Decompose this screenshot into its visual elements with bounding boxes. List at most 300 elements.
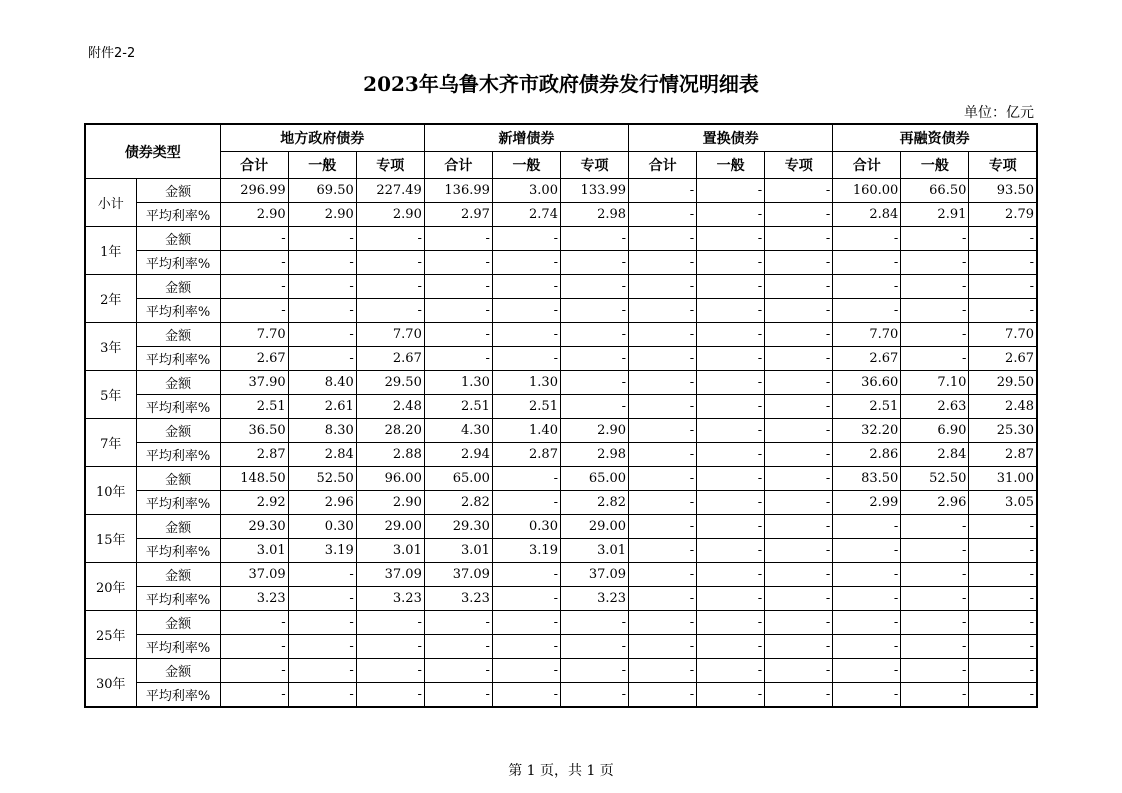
rate-cell: - <box>901 587 969 611</box>
amount-cell: - <box>492 563 560 587</box>
metric-label-amount: 金额 <box>136 323 220 347</box>
amount-cell: 0.30 <box>288 515 356 539</box>
group-header-refinancing: 再融资债券 <box>833 124 1037 152</box>
rate-cell: - <box>356 683 424 708</box>
amount-cell: 133.99 <box>560 179 628 203</box>
amount-cell: - <box>560 659 628 683</box>
amount-cell: 32.20 <box>833 419 901 443</box>
rate-cell: 2.61 <box>288 395 356 419</box>
amount-cell: 66.50 <box>901 179 969 203</box>
amount-cell: 0.30 <box>492 515 560 539</box>
rate-cell: - <box>560 683 628 708</box>
rate-cell: - <box>288 683 356 708</box>
amount-cell: 52.50 <box>288 467 356 491</box>
amount-cell: - <box>492 227 560 251</box>
amount-cell: - <box>901 515 969 539</box>
amount-cell: - <box>969 515 1037 539</box>
amount-cell: - <box>629 227 697 251</box>
rate-cell: 3.19 <box>288 539 356 563</box>
amount-cell: 7.10 <box>901 371 969 395</box>
corner-cell: 债券类型 <box>85 124 220 179</box>
amount-cell: 160.00 <box>833 179 901 203</box>
amount-cell: 37.90 <box>220 371 288 395</box>
amount-cell: 4.30 <box>424 419 492 443</box>
rate-cell: 3.23 <box>560 587 628 611</box>
rate-cell: 2.67 <box>969 347 1037 371</box>
rate-cell: - <box>560 299 628 323</box>
table-row-rate <box>85 251 1037 275</box>
group-header-local: 地方政府债券 <box>220 124 424 152</box>
amount-cell: - <box>697 275 765 299</box>
amount-cell: 136.99 <box>424 179 492 203</box>
table-row-amount <box>85 179 1037 203</box>
amount-cell: - <box>969 563 1037 587</box>
rate-cell: - <box>220 683 288 708</box>
metric-label-amount: 金额 <box>136 563 220 587</box>
table-body <box>85 179 1037 708</box>
amount-cell: - <box>492 323 560 347</box>
amount-cell: 37.09 <box>424 563 492 587</box>
metric-label-amount: 金额 <box>136 515 220 539</box>
rate-cell: - <box>424 683 492 708</box>
amount-cell: - <box>560 371 628 395</box>
rate-cell: - <box>765 299 833 323</box>
amount-cell: 36.50 <box>220 419 288 443</box>
amount-cell: 296.99 <box>220 179 288 203</box>
rate-cell: - <box>697 347 765 371</box>
amount-cell: - <box>492 659 560 683</box>
rate-cell: 3.23 <box>356 587 424 611</box>
subcol-header: 专项 <box>560 152 628 179</box>
page-footer: 第 1 页，共 1 页 <box>508 763 614 779</box>
rate-cell: - <box>901 683 969 708</box>
rate-cell: - <box>901 251 969 275</box>
table-row-amount <box>85 227 1037 251</box>
amount-cell: 29.00 <box>560 515 628 539</box>
metric-label-rate: 平均利率% <box>136 683 220 708</box>
rate-cell: - <box>969 683 1037 708</box>
rate-cell: 2.51 <box>220 395 288 419</box>
table-row-amount <box>85 371 1037 395</box>
amount-cell: - <box>765 227 833 251</box>
subcol-header: 合计 <box>220 152 288 179</box>
rate-cell: - <box>560 635 628 659</box>
amount-cell: 1.30 <box>424 371 492 395</box>
amount-cell: 36.60 <box>833 371 901 395</box>
rate-cell: - <box>560 251 628 275</box>
rate-cell: 2.90 <box>288 203 356 227</box>
rate-cell: - <box>969 635 1037 659</box>
amount-cell: - <box>969 659 1037 683</box>
subcol-header: 合计 <box>424 152 492 179</box>
rate-cell: 2.88 <box>356 443 424 467</box>
amount-cell: - <box>492 611 560 635</box>
rate-cell: - <box>424 347 492 371</box>
rate-cell: 2.87 <box>492 443 560 467</box>
amount-cell: - <box>629 467 697 491</box>
amount-cell: 29.30 <box>424 515 492 539</box>
rate-cell: 2.92 <box>220 491 288 515</box>
amount-cell: - <box>765 179 833 203</box>
rate-cell: - <box>288 587 356 611</box>
amount-cell: - <box>560 275 628 299</box>
rate-cell: 3.01 <box>560 539 628 563</box>
amount-cell: - <box>424 659 492 683</box>
amount-cell: - <box>833 275 901 299</box>
amount-cell: - <box>765 563 833 587</box>
amount-cell: - <box>765 659 833 683</box>
amount-cell: - <box>765 419 833 443</box>
amount-cell: - <box>765 371 833 395</box>
rate-cell: 3.05 <box>969 491 1037 515</box>
amount-cell: - <box>833 227 901 251</box>
table-row-rate <box>85 587 1037 611</box>
table-row-amount <box>85 515 1037 539</box>
table-row-rate <box>85 203 1037 227</box>
rate-cell: - <box>901 299 969 323</box>
rate-cell: - <box>901 635 969 659</box>
amount-cell: - <box>833 563 901 587</box>
amount-cell: - <box>901 275 969 299</box>
bond-issuance-table <box>84 123 1038 708</box>
unit-label: 单位：亿元 <box>964 105 1034 121</box>
rate-cell: 2.87 <box>969 443 1037 467</box>
rate-cell: - <box>765 347 833 371</box>
amount-cell: - <box>901 611 969 635</box>
metric-label-amount: 金额 <box>136 275 220 299</box>
amount-cell: - <box>629 515 697 539</box>
amount-cell: - <box>220 275 288 299</box>
rate-cell: - <box>356 251 424 275</box>
subcol-header: 合计 <box>629 152 697 179</box>
rate-cell: - <box>629 539 697 563</box>
rate-cell: 2.96 <box>288 491 356 515</box>
term-label: 小计 <box>85 179 136 227</box>
table-row-amount <box>85 275 1037 299</box>
rate-cell: - <box>697 683 765 708</box>
rate-cell: - <box>697 203 765 227</box>
amount-cell: 1.40 <box>492 419 560 443</box>
rate-cell: - <box>629 251 697 275</box>
metric-label-rate: 平均利率% <box>136 587 220 611</box>
amount-cell: - <box>424 227 492 251</box>
rate-cell: 2.86 <box>833 443 901 467</box>
rate-cell: - <box>765 443 833 467</box>
rate-cell: - <box>697 635 765 659</box>
metric-label-rate: 平均利率% <box>136 203 220 227</box>
amount-cell: 65.00 <box>560 467 628 491</box>
amount-cell: - <box>220 659 288 683</box>
rate-cell: - <box>765 539 833 563</box>
amount-cell: - <box>765 275 833 299</box>
subcol-header: 专项 <box>356 152 424 179</box>
metric-label-rate: 平均利率% <box>136 491 220 515</box>
rate-cell: 2.90 <box>356 203 424 227</box>
rate-cell: 2.84 <box>833 203 901 227</box>
rate-cell: - <box>288 347 356 371</box>
metric-label-amount: 金额 <box>136 419 220 443</box>
table-row-amount <box>85 323 1037 347</box>
rate-cell: 2.98 <box>560 443 628 467</box>
term-label: 10年 <box>85 467 136 515</box>
rate-cell: - <box>833 587 901 611</box>
rate-cell: - <box>629 683 697 708</box>
rate-cell: - <box>697 587 765 611</box>
rate-cell: - <box>629 203 697 227</box>
rate-cell: - <box>765 251 833 275</box>
amount-cell: 31.00 <box>969 467 1037 491</box>
rate-cell: - <box>697 539 765 563</box>
subcol-header: 合计 <box>833 152 901 179</box>
amount-cell: - <box>629 179 697 203</box>
rate-cell: - <box>697 299 765 323</box>
amount-cell: 6.90 <box>901 419 969 443</box>
table-row-amount <box>85 611 1037 635</box>
table-row-rate <box>85 683 1037 708</box>
amount-cell: 3.00 <box>492 179 560 203</box>
amount-cell: - <box>220 227 288 251</box>
rate-cell: 2.51 <box>833 395 901 419</box>
amount-cell: - <box>697 467 765 491</box>
rate-cell: 2.87 <box>220 443 288 467</box>
subcol-header: 一般 <box>288 152 356 179</box>
rate-cell: - <box>969 251 1037 275</box>
term-label: 1年 <box>85 227 136 275</box>
amount-cell: 7.70 <box>220 323 288 347</box>
rate-cell: - <box>697 251 765 275</box>
rate-cell: 3.19 <box>492 539 560 563</box>
amount-cell: - <box>356 275 424 299</box>
metric-label-amount: 金额 <box>136 467 220 491</box>
rate-cell: - <box>629 299 697 323</box>
table-row-rate <box>85 635 1037 659</box>
subcol-header: 一般 <box>901 152 969 179</box>
amount-cell: 8.30 <box>288 419 356 443</box>
amount-cell: 96.00 <box>356 467 424 491</box>
amount-cell: - <box>697 659 765 683</box>
amount-cell: - <box>765 467 833 491</box>
rate-cell: - <box>833 539 901 563</box>
amount-cell: - <box>629 371 697 395</box>
rate-cell: 3.01 <box>220 539 288 563</box>
rate-cell: - <box>424 251 492 275</box>
subcol-header: 专项 <box>765 152 833 179</box>
metric-label-amount: 金额 <box>136 371 220 395</box>
rate-cell: - <box>629 395 697 419</box>
rate-cell: - <box>629 587 697 611</box>
term-label: 5年 <box>85 371 136 419</box>
rate-cell: 2.90 <box>356 491 424 515</box>
rate-cell: 2.67 <box>356 347 424 371</box>
metric-label-amount: 金额 <box>136 179 220 203</box>
amount-cell: - <box>356 227 424 251</box>
amount-cell: 29.00 <box>356 515 424 539</box>
table-row-amount <box>85 419 1037 443</box>
amount-cell: 7.70 <box>969 323 1037 347</box>
amount-cell: 29.30 <box>220 515 288 539</box>
amount-cell: 2.90 <box>560 419 628 443</box>
metric-label-rate: 平均利率% <box>136 635 220 659</box>
term-label: 7年 <box>85 419 136 467</box>
rate-cell: - <box>969 587 1037 611</box>
amount-cell: - <box>833 659 901 683</box>
amount-cell: 1.30 <box>492 371 560 395</box>
amount-cell: 29.50 <box>356 371 424 395</box>
metric-label-rate: 平均利率% <box>136 395 220 419</box>
amount-cell: - <box>288 227 356 251</box>
rate-cell: - <box>765 635 833 659</box>
amount-cell: 7.70 <box>356 323 424 347</box>
amount-cell: - <box>901 659 969 683</box>
metric-label-rate: 平均利率% <box>136 251 220 275</box>
rate-cell: - <box>492 299 560 323</box>
rate-cell: 3.01 <box>356 539 424 563</box>
rate-cell: 2.82 <box>424 491 492 515</box>
rate-cell: - <box>901 347 969 371</box>
amount-cell: - <box>697 515 765 539</box>
attachment-label: 附件2-2 <box>88 46 136 61</box>
table-row-rate <box>85 395 1037 419</box>
amount-cell: 83.50 <box>833 467 901 491</box>
rate-cell: - <box>969 539 1037 563</box>
amount-cell: - <box>901 227 969 251</box>
rate-cell: - <box>697 491 765 515</box>
rate-cell: - <box>492 683 560 708</box>
metric-label-rate: 平均利率% <box>136 539 220 563</box>
table-row-amount <box>85 563 1037 587</box>
amount-cell: - <box>969 611 1037 635</box>
amount-cell: - <box>697 419 765 443</box>
amount-cell: 25.30 <box>969 419 1037 443</box>
rate-cell: - <box>492 251 560 275</box>
rate-cell: - <box>220 299 288 323</box>
rate-cell: - <box>697 443 765 467</box>
rate-cell: - <box>288 251 356 275</box>
rate-cell: 2.67 <box>833 347 901 371</box>
amount-cell: 37.09 <box>560 563 628 587</box>
amount-cell: - <box>356 611 424 635</box>
term-label: 25年 <box>85 611 136 659</box>
amount-cell: - <box>901 563 969 587</box>
rate-cell: 2.74 <box>492 203 560 227</box>
table-row-rate <box>85 491 1037 515</box>
amount-cell: - <box>288 323 356 347</box>
term-label: 3年 <box>85 323 136 371</box>
amount-cell: - <box>901 323 969 347</box>
rate-cell: - <box>356 635 424 659</box>
rate-cell: - <box>765 203 833 227</box>
rate-cell: - <box>492 491 560 515</box>
term-label: 30年 <box>85 659 136 708</box>
rate-cell: 2.48 <box>356 395 424 419</box>
table-row-rate <box>85 539 1037 563</box>
amount-cell: 227.49 <box>356 179 424 203</box>
term-label: 20年 <box>85 563 136 611</box>
table-row-amount <box>85 659 1037 683</box>
amount-cell: 37.09 <box>220 563 288 587</box>
rate-cell: 2.51 <box>424 395 492 419</box>
amount-cell: - <box>697 611 765 635</box>
rate-cell: 2.84 <box>288 443 356 467</box>
amount-cell: - <box>560 611 628 635</box>
amount-cell: 8.40 <box>288 371 356 395</box>
rate-cell: 2.67 <box>220 347 288 371</box>
amount-cell: - <box>424 275 492 299</box>
amount-cell: 29.50 <box>969 371 1037 395</box>
amount-cell: - <box>697 371 765 395</box>
page-title: 2023年乌鲁木齐市政府债券发行情况明细表 <box>363 72 759 96</box>
table-row-rate <box>85 347 1037 371</box>
rate-cell: - <box>629 635 697 659</box>
term-label: 15年 <box>85 515 136 563</box>
amount-cell: 65.00 <box>424 467 492 491</box>
rate-cell: - <box>424 299 492 323</box>
metric-label-amount: 金额 <box>136 227 220 251</box>
rate-cell: - <box>765 395 833 419</box>
amount-cell: - <box>424 323 492 347</box>
rate-cell: 2.63 <box>901 395 969 419</box>
amount-cell: - <box>220 611 288 635</box>
rate-cell: - <box>220 635 288 659</box>
header-row-subcols <box>85 152 1037 179</box>
metric-label-rate: 平均利率% <box>136 347 220 371</box>
subcol-header: 专项 <box>969 152 1037 179</box>
rate-cell: 2.99 <box>833 491 901 515</box>
rate-cell: - <box>833 683 901 708</box>
group-header-replacement: 置换债券 <box>629 124 833 152</box>
amount-cell: - <box>288 611 356 635</box>
amount-cell: - <box>629 275 697 299</box>
rate-cell: - <box>833 251 901 275</box>
rate-cell: - <box>356 299 424 323</box>
rate-cell: - <box>901 539 969 563</box>
rate-cell: - <box>560 347 628 371</box>
amount-cell: - <box>697 179 765 203</box>
rate-cell: - <box>833 635 901 659</box>
amount-cell: - <box>697 227 765 251</box>
amount-cell: 7.70 <box>833 323 901 347</box>
rate-cell: 2.90 <box>220 203 288 227</box>
rate-cell: - <box>697 395 765 419</box>
table-row-amount <box>85 467 1037 491</box>
rate-cell: - <box>969 299 1037 323</box>
amount-cell: - <box>833 515 901 539</box>
rate-cell: - <box>833 299 901 323</box>
rate-cell: 3.23 <box>220 587 288 611</box>
rate-cell: - <box>560 395 628 419</box>
rate-cell: 3.01 <box>424 539 492 563</box>
amount-cell: - <box>629 659 697 683</box>
amount-cell: - <box>697 323 765 347</box>
amount-cell: - <box>288 563 356 587</box>
amount-cell: - <box>288 659 356 683</box>
amount-cell: 148.50 <box>220 467 288 491</box>
rate-cell: 2.84 <box>901 443 969 467</box>
amount-cell: - <box>560 227 628 251</box>
rate-cell: 2.97 <box>424 203 492 227</box>
amount-cell: 52.50 <box>901 467 969 491</box>
rate-cell: 2.79 <box>969 203 1037 227</box>
amount-cell: 37.09 <box>356 563 424 587</box>
subcol-header: 一般 <box>697 152 765 179</box>
metric-label-amount: 金额 <box>136 611 220 635</box>
rate-cell: - <box>629 443 697 467</box>
amount-cell: - <box>697 563 765 587</box>
amount-cell: - <box>629 323 697 347</box>
rate-cell: - <box>492 347 560 371</box>
amount-cell: - <box>629 563 697 587</box>
table-row-rate <box>85 299 1037 323</box>
